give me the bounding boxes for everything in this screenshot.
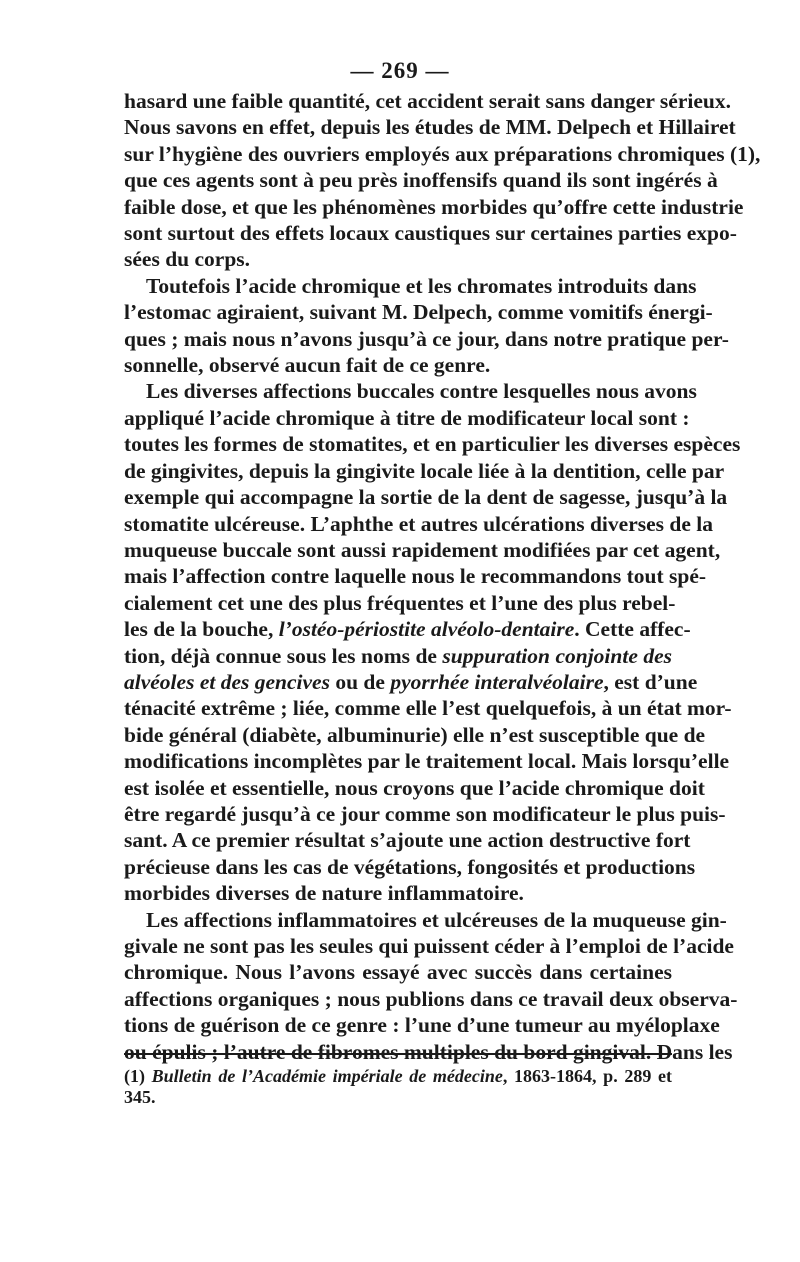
text-line	[124, 616, 691, 642]
text-line	[124, 273, 697, 299]
text-line	[124, 748, 730, 774]
text-line	[124, 643, 672, 669]
text-line	[124, 801, 726, 827]
text-line	[124, 484, 728, 510]
line-text: modifications incomplètes par le traitement local. Mais lorsqu’elle	[124, 749, 730, 774]
footnote	[124, 1066, 672, 1108]
line-text: appliqué l’acide chromique à titre de modificateur local sont :	[124, 405, 690, 430]
text-line	[124, 378, 697, 404]
text-line	[124, 114, 736, 140]
italic-term: alvéoles et des gencives	[124, 669, 330, 694]
line-text: ténacité extrême ; liée, comme elle l’est quelquefois, à un état mor-	[124, 696, 732, 721]
line-text: ques ; mais nous n’avons jusqu’à ce jour, dans notre pratique per-	[124, 326, 729, 351]
footnote-source-title: Bulletin de l’Académie impériale de médecine	[151, 1066, 503, 1086]
text-line	[124, 194, 744, 220]
line-text: cialement cet une des plus fréquentes et l’une des plus rebel-	[124, 590, 676, 615]
line-text: est isolée et essentielle, nous croyons que l’acide chromique doit	[124, 775, 705, 800]
line-text: faible dose, et que les phénomènes morbides qu’offre cette industrie	[124, 194, 744, 219]
text-line	[124, 1012, 720, 1038]
text-line	[124, 220, 737, 246]
text-line	[124, 88, 731, 114]
line-text: les de la bouche,	[124, 617, 279, 642]
line-text: stomatite ulcéreuse. L’aphthe et autres ulcérations diverses de la	[124, 511, 713, 536]
line-text: muqueuse buccale sont aussi rapidement modifiées par cet agent,	[124, 537, 721, 562]
line-text: ou épulis ; l’autre de fibromes multiples du bord gingival. Dans les	[124, 1039, 733, 1064]
text-line	[124, 695, 732, 721]
footnote-line	[124, 1066, 672, 1087]
line-text: Nous savons en effet, depuis les études de MM. Delpech et Hillairet	[124, 115, 736, 140]
text-line	[124, 986, 738, 1012]
line-text: affections organiques ; nous publions dans ce travail deux observa-	[124, 986, 738, 1011]
line-text: Toutefois l’acide chromique et les chromates introduits dans	[146, 273, 697, 298]
line-text: hasard une faible quantité, cet accident serait sans danger sérieux.	[124, 89, 731, 113]
text-line	[124, 326, 729, 352]
line-text: tions de guérison de ce genre : l’une d’une tumeur au myéloplaxe	[124, 1013, 720, 1038]
text-line	[124, 167, 718, 193]
line-text: exemple qui accompagne la sortie de la dent de sagesse, jusqu’à la	[124, 485, 728, 510]
text-line	[124, 775, 705, 801]
line-text: givale ne sont pas les seules qui puissent céder à l’emploi de l’acide	[124, 934, 734, 958]
text-line	[124, 431, 741, 457]
line-text: de gingivites, depuis la gingivite locale liée à la dentition, celle par	[124, 458, 725, 483]
text-line	[124, 141, 761, 167]
line-text: sonnelle, observé aucun fait de ce genre.	[124, 353, 491, 378]
line-text: toutes les formes de stomatites, et en particulier les diverses espèces	[124, 432, 741, 457]
line-text: tion, déjà connue sous les noms de	[124, 643, 443, 668]
line-text: sont surtout des effets locaux caustiques sur certaines parties expo-	[124, 221, 737, 246]
line-text: sur l’hygiène des ouvriers employés aux préparations chromiques (1),	[124, 141, 761, 166]
text-line	[124, 590, 676, 616]
footnote-rule	[124, 1053, 672, 1055]
line-text: sant. A ce premier résultat s’ajoute une action destructive fort	[124, 828, 691, 853]
line-text: l’estomac agiraient, suivant M. Delpech, comme vomitifs énergi-	[124, 300, 713, 325]
line-text: Les affections inflammatoires et ulcéreuses de la muqueuse gin-	[146, 907, 727, 932]
line-text: , est d’une	[603, 669, 698, 694]
text-line	[124, 959, 672, 985]
line-text: . Cette affec-	[574, 617, 691, 642]
line-text: mais l’affection contre laquelle nous le recommandons tout spé-	[124, 564, 707, 589]
page-number: — 269 —	[350, 58, 450, 83]
text-line	[124, 854, 696, 880]
text-line	[124, 669, 698, 695]
italic-term: pyorrhée interalvéolaire	[390, 669, 604, 694]
text-line	[124, 352, 672, 378]
footnote-citation: , 1863-1864, p. 289 et	[502, 1066, 672, 1086]
text-line	[124, 511, 713, 537]
footnote-line: 345.	[124, 1087, 156, 1107]
line-text: bide général (diabète, albuminurie) elle n’est susceptible que de	[124, 722, 706, 747]
text-line	[124, 537, 721, 563]
line-text: sées du corps.	[124, 247, 251, 272]
text-line	[124, 880, 672, 906]
text-line	[124, 1039, 733, 1065]
line-text: Les diverses affections buccales contre lesquelles nous avons	[146, 379, 697, 404]
line-text: que ces agents sont à peu près inoffensifs quand ils sont ingérés à	[124, 168, 718, 193]
line-text: chromique. Nous l’avons essayé avec succès dans certaines	[124, 960, 672, 985]
line-text: précieuse dans les cas de végétations, fongosités et productions	[124, 854, 696, 879]
text-line	[124, 907, 727, 933]
text-line	[124, 299, 713, 325]
line-text: morbides diverses de nature inflammatoire.	[124, 881, 524, 906]
text-line	[124, 458, 725, 484]
text-line	[124, 933, 734, 959]
text-line	[124, 722, 706, 748]
italic-term: l’ostéo-périostite alvéolo-dentaire	[278, 617, 575, 642]
footnote-marker: (1)	[124, 1066, 152, 1086]
text-line	[124, 827, 691, 853]
body-text	[124, 88, 761, 1065]
italic-term: suppuration conjointe des	[442, 643, 672, 668]
line-text: ou de	[329, 669, 391, 694]
text-line	[124, 405, 690, 431]
text-line	[124, 246, 672, 272]
line-text: être regardé jusqu’à ce jour comme son modificateur le plus puis-	[124, 801, 726, 826]
text-line	[124, 563, 707, 589]
